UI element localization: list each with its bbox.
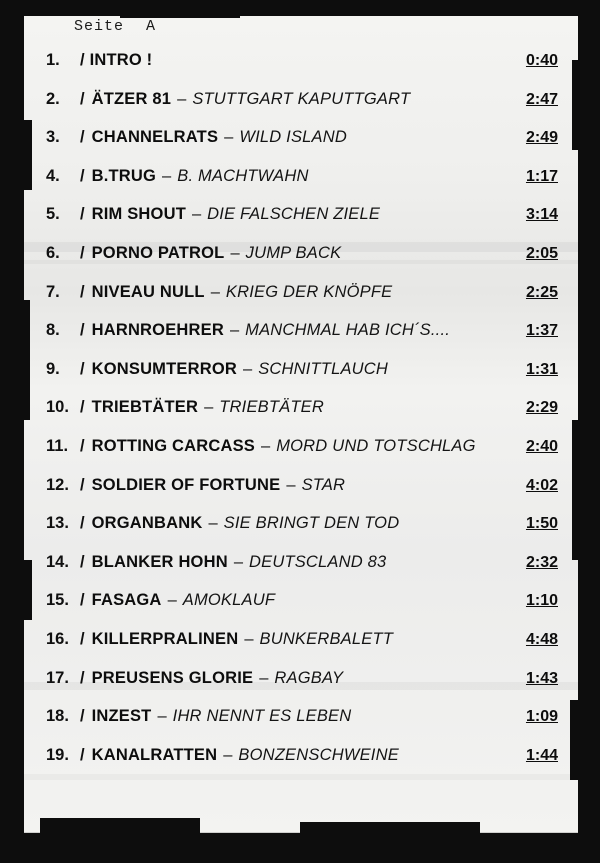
track-dash: – xyxy=(224,128,234,147)
track-title: STAR xyxy=(301,475,346,494)
track-title: DEUTSCLAND 83 xyxy=(249,552,387,571)
track-duration: 1:44 xyxy=(525,746,558,764)
track-duration: 1:10 xyxy=(525,592,558,610)
track-row xyxy=(46,90,558,129)
track-artist: B.TRUG xyxy=(91,166,157,185)
track-dash: – xyxy=(244,629,254,648)
track-duration: 1:31 xyxy=(525,360,558,378)
track-artist: BLANKER HOHN xyxy=(91,552,228,571)
track-separator: / xyxy=(80,745,85,764)
track-dash: – xyxy=(210,282,220,301)
track-number: 4. xyxy=(46,166,60,185)
track-artist: ORGANBANK xyxy=(91,514,203,533)
track-row xyxy=(46,746,558,785)
track-row xyxy=(46,244,558,283)
track-separator: / xyxy=(80,359,85,378)
track-artist: INZEST xyxy=(91,707,152,726)
track-artist: FASAGA xyxy=(91,591,162,610)
track-artist: TRIEBTÄTER xyxy=(91,398,199,417)
track-title: IHR NENNT ES LEBEN xyxy=(172,707,352,726)
track-number: 10. xyxy=(46,398,69,417)
track-artist: SOLDIER OF FORTUNE xyxy=(91,475,281,494)
track-number: 16. xyxy=(46,629,69,648)
track-duration: 2:29 xyxy=(525,399,558,417)
track-dash: – xyxy=(230,243,240,262)
torn-edge-bottom xyxy=(0,833,600,863)
track-number: 7. xyxy=(46,282,60,301)
track-number: 3. xyxy=(46,128,60,147)
track-number: 17. xyxy=(46,668,69,687)
track-number: 12. xyxy=(46,475,69,494)
track-duration: 0:40 xyxy=(525,52,558,69)
track-duration: 4:48 xyxy=(525,630,558,648)
track-number: 13. xyxy=(46,514,69,533)
track-artist: / INTRO ! xyxy=(80,51,153,69)
track-title: DIE FALSCHEN ZIELE xyxy=(207,205,381,224)
track-separator: / xyxy=(80,475,85,494)
track-row xyxy=(46,476,558,515)
track-separator: / xyxy=(80,89,85,108)
track-separator: / xyxy=(80,514,85,533)
torn-edge-right xyxy=(578,0,600,863)
track-separator: / xyxy=(80,707,85,726)
track-duration: 1:50 xyxy=(525,515,558,533)
track-title: MORD UND TOTSCHLAG xyxy=(276,436,476,455)
track-number: 8. xyxy=(46,321,60,340)
track-artist: PREUSENS GLORIE xyxy=(91,668,254,687)
track-row xyxy=(46,398,558,437)
track-number: 18. xyxy=(46,707,69,726)
track-duration: 1:37 xyxy=(525,322,558,340)
track-duration: 2:32 xyxy=(525,553,558,571)
track-duration: 4:02 xyxy=(525,476,558,494)
track-row xyxy=(46,51,558,90)
track-title: SCHNITTLAUCH xyxy=(258,359,389,378)
track-number: 2. xyxy=(46,89,60,108)
track-duration: 3:14 xyxy=(525,206,558,224)
track-title: KRIEG DER KNÖPFE xyxy=(225,282,393,301)
track-number: 14. xyxy=(46,552,69,571)
track-separator: / xyxy=(80,398,85,417)
track-artist: KANALRATTEN xyxy=(91,745,218,764)
track-separator: / xyxy=(80,436,85,455)
track-artist: ROTTING CARCASS xyxy=(91,436,256,455)
track-title: BUNKERBALETT xyxy=(259,629,394,648)
track-dash: – xyxy=(167,591,177,610)
track-title: WILD ISLAND xyxy=(239,128,347,147)
track-title: SIE BRINGT DEN TOD xyxy=(223,514,400,533)
track-title: TRIEBTÄTER xyxy=(219,398,324,417)
track-separator: / xyxy=(80,128,85,147)
torn-edge-left xyxy=(0,0,24,863)
track-dash: – xyxy=(162,166,172,185)
track-artist: NIVEAU NULL xyxy=(91,282,205,301)
track-number: 6. xyxy=(46,243,60,262)
track-row xyxy=(46,514,558,553)
track-artist: RIM SHOUT xyxy=(91,205,186,224)
track-title: AMOKLAUF xyxy=(182,591,276,610)
seite-label: Seite xyxy=(74,18,125,35)
track-dash: – xyxy=(177,89,187,108)
track-separator: / xyxy=(80,552,85,571)
tracklist-content xyxy=(46,18,558,818)
track-artist: KILLERPRALINEN xyxy=(91,629,239,648)
track-dash: – xyxy=(259,668,269,687)
track-artist: HARNROEHRER xyxy=(91,321,224,340)
track-separator: / xyxy=(80,282,85,301)
track-row xyxy=(46,669,558,708)
track-row xyxy=(46,630,558,669)
track-title: RAGBAY xyxy=(274,668,344,687)
track-duration: 2:05 xyxy=(525,244,558,262)
page-title xyxy=(74,18,558,35)
track-separator: / xyxy=(80,243,85,262)
track-dash: – xyxy=(204,398,214,417)
track-separator: / xyxy=(80,591,85,610)
track-dash: – xyxy=(191,205,202,224)
track-title: BONZENSCHWEINE xyxy=(238,745,399,764)
track-separator: / xyxy=(80,629,85,648)
track-row xyxy=(46,553,558,592)
track-dash: – xyxy=(208,514,218,533)
track-title: B. MACHTWAHN xyxy=(177,166,309,185)
track-number: 19. xyxy=(46,745,69,764)
track-number: 11. xyxy=(46,436,69,455)
track-row xyxy=(46,283,558,322)
track-number: 15. xyxy=(46,591,69,610)
track-dash: – xyxy=(286,475,296,494)
track-dash: – xyxy=(233,552,244,571)
track-duration: 1:09 xyxy=(525,708,558,726)
track-row xyxy=(46,707,558,746)
track-title: MANCHMAL HAB ICH´S.... xyxy=(245,321,451,340)
track-title: STUTTGART KAPUTTGART xyxy=(192,89,411,108)
track-artist: KONSUMTERROR xyxy=(91,359,237,378)
track-number: 9. xyxy=(46,359,60,378)
track-dash: – xyxy=(243,359,253,378)
track-dash: – xyxy=(261,436,271,455)
track-artist: PORNO PATROL xyxy=(91,243,225,262)
track-duration: 2:49 xyxy=(525,129,558,147)
track-separator: / xyxy=(80,166,85,185)
track-dash: – xyxy=(157,707,167,726)
side-letter: A xyxy=(146,18,157,35)
track-list xyxy=(46,51,558,784)
track-row xyxy=(46,321,558,360)
track-number: 1. xyxy=(46,51,60,69)
track-number: 5. xyxy=(46,205,60,224)
track-dash: – xyxy=(229,321,240,340)
track-row xyxy=(46,128,558,167)
track-separator: / xyxy=(80,205,85,224)
track-artist: CHANNELRATS xyxy=(91,128,219,147)
track-separator: / xyxy=(80,668,85,687)
track-title: JUMP BACK xyxy=(245,243,342,262)
track-artist: ÄTZER 81 xyxy=(91,89,172,108)
track-row xyxy=(46,167,558,206)
track-duration: 2:40 xyxy=(525,437,558,455)
track-row xyxy=(46,360,558,399)
track-duration: 2:47 xyxy=(525,90,558,108)
track-duration: 2:25 xyxy=(525,283,558,301)
track-row xyxy=(46,437,558,476)
track-dash: – xyxy=(223,745,233,764)
track-separator: / xyxy=(80,321,85,340)
track-row xyxy=(46,205,558,244)
track-duration: 1:43 xyxy=(525,669,558,687)
track-duration: 1:17 xyxy=(525,167,558,185)
track-row xyxy=(46,591,558,630)
